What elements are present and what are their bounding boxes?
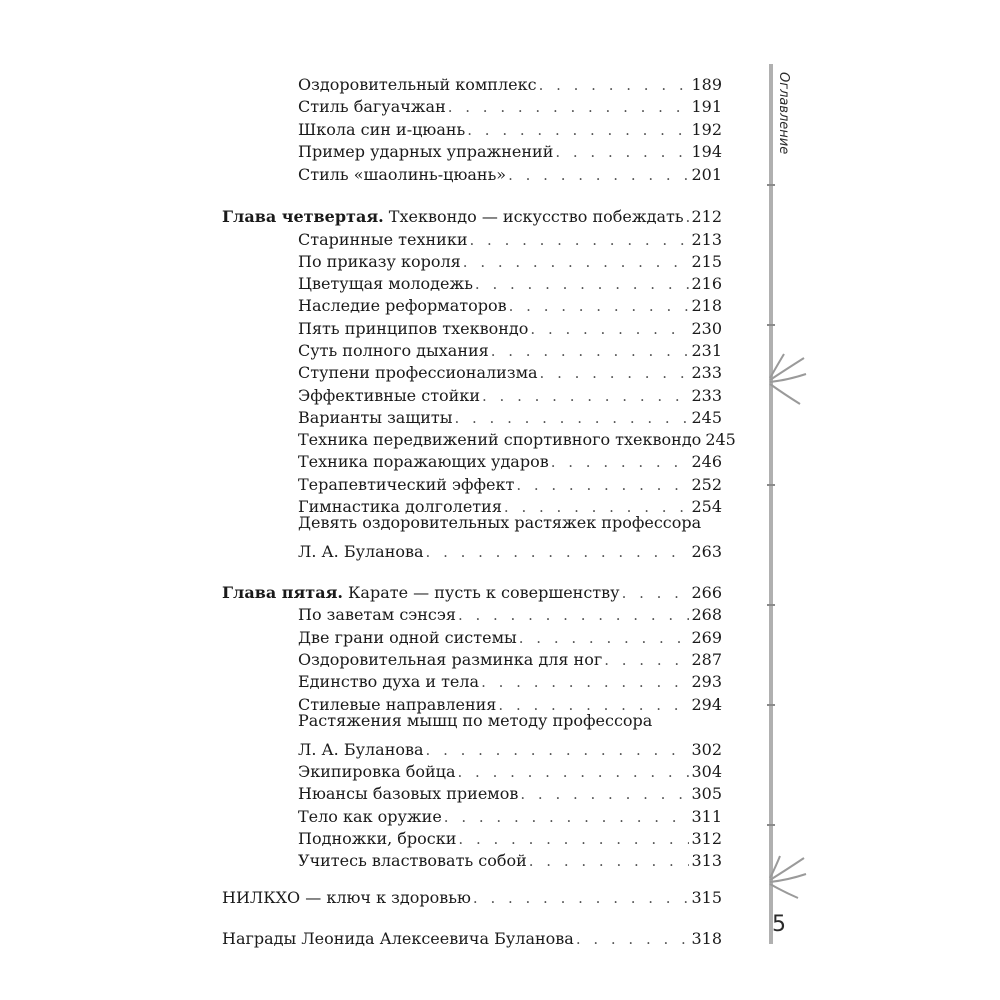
bamboo-rail bbox=[766, 64, 806, 944]
dot-leader bbox=[481, 673, 689, 691]
bamboo-node bbox=[767, 704, 775, 706]
bamboo-leaves-icon bbox=[760, 852, 810, 902]
entry-title: Стилевые направления bbox=[298, 695, 497, 714]
toc-entry bbox=[298, 470, 722, 494]
entry-title: Техника поражающих ударов bbox=[298, 452, 549, 471]
toc-entry bbox=[222, 924, 722, 948]
toc-entry bbox=[298, 824, 722, 848]
page-ref: 263 bbox=[691, 542, 722, 561]
dot-leader bbox=[551, 453, 690, 471]
page-ref: 212 bbox=[691, 207, 722, 226]
toc-entry bbox=[298, 645, 722, 669]
toc-entry bbox=[298, 779, 722, 803]
page-ref: 269 bbox=[691, 628, 722, 647]
entry-title: По заветам сэнсэя bbox=[298, 605, 456, 624]
entry-title: Л. А. Буланова bbox=[298, 740, 424, 759]
entry-title: По приказу короля bbox=[298, 252, 461, 271]
toc-entry bbox=[298, 381, 722, 405]
bamboo-node bbox=[767, 484, 775, 486]
page-ref: 304 bbox=[691, 762, 722, 781]
page-ref: 302 bbox=[691, 740, 722, 759]
page-ref: 311 bbox=[691, 807, 722, 826]
dot-leader bbox=[473, 889, 690, 907]
page-ref: 252 bbox=[691, 475, 722, 494]
page-ref: 266 bbox=[691, 583, 722, 602]
entry-title: Оздоровительная разминка для ног bbox=[298, 650, 603, 669]
entry-title: Учитесь властвовать собой bbox=[298, 851, 527, 870]
page-ref: 245 bbox=[691, 408, 722, 427]
dot-leader bbox=[529, 852, 690, 870]
bamboo-node bbox=[767, 604, 775, 606]
page-ref: 233 bbox=[691, 386, 722, 405]
toc-chapter-row bbox=[222, 578, 722, 602]
bamboo-node bbox=[767, 324, 775, 326]
dot-leader bbox=[555, 143, 689, 161]
page-ref: 231 bbox=[691, 341, 722, 360]
page-ref: 305 bbox=[691, 784, 722, 803]
entry-title bbox=[222, 208, 684, 226]
entry-title: Две грани одной системы bbox=[298, 628, 517, 647]
toc-entry bbox=[298, 115, 722, 139]
toc-entry bbox=[298, 137, 722, 161]
chapter-label: Глава четвертая. bbox=[222, 207, 384, 226]
entry-title: Гимнастика долголетия bbox=[298, 497, 502, 516]
page-ref: 312 bbox=[691, 829, 722, 848]
toc-entry bbox=[298, 802, 722, 826]
toc-entry bbox=[298, 358, 722, 382]
dot-leader bbox=[686, 208, 690, 226]
bamboo-stem bbox=[769, 64, 773, 944]
entry-title: НИЛКХО — ключ к здоровью bbox=[222, 888, 471, 907]
toc-entry bbox=[298, 667, 722, 691]
entry-title: Единство духа и тела bbox=[298, 672, 480, 691]
toc-entry bbox=[298, 537, 722, 561]
page-ref: 245 bbox=[705, 430, 736, 449]
page-ref: 315 bbox=[691, 888, 722, 907]
toc-chapter-row bbox=[222, 202, 722, 226]
entry-title: Стиль «шаолинь-цюань» bbox=[298, 165, 507, 184]
entry-title: Награды Леонида Алексеевича Буланова bbox=[222, 929, 574, 948]
page-ref: 246 bbox=[691, 452, 722, 471]
page-ref: 192 bbox=[691, 120, 722, 139]
entry-title: Экипировка бойца bbox=[298, 762, 456, 781]
entry-title: Суть полного дыхания bbox=[298, 341, 489, 360]
page-ref: 191 bbox=[691, 97, 722, 116]
toc-entry bbox=[298, 314, 722, 338]
bamboo-leaves-icon bbox=[760, 350, 810, 410]
toc-entry bbox=[298, 291, 722, 315]
entry-title: Оздоровительный комплекс bbox=[298, 75, 537, 94]
entry-title: Растяжения мышц по методу профессора bbox=[298, 711, 653, 730]
toc-entry bbox=[298, 712, 722, 730]
bamboo-node bbox=[767, 184, 775, 186]
entry-title: Эффективные стойки bbox=[298, 386, 481, 405]
toc-entry bbox=[298, 92, 722, 116]
page-ref: 194 bbox=[691, 142, 722, 161]
page-ref: 201 bbox=[691, 165, 722, 184]
entry-title: Цветущая молодежь bbox=[298, 274, 473, 293]
dot-leader bbox=[509, 297, 690, 315]
running-header: Оглавление bbox=[776, 72, 791, 155]
page-ref: 287 bbox=[691, 650, 722, 669]
chapter-label: Глава пятая. bbox=[222, 583, 343, 602]
entry-title: Подножки, броски bbox=[298, 829, 457, 848]
page-ref: 230 bbox=[691, 319, 722, 338]
toc-entry bbox=[298, 225, 722, 249]
page-ref: 294 bbox=[691, 695, 722, 714]
entry-title: Школа син и-цюань bbox=[298, 120, 466, 139]
toc-entry bbox=[298, 336, 722, 360]
entry-title: Пять принципов тхеквондо bbox=[298, 319, 529, 338]
page-ref: 213 bbox=[691, 230, 722, 249]
toc-entry bbox=[298, 757, 722, 781]
entry-title: Л. А. Буланова bbox=[298, 542, 424, 561]
entry-title: Нюансы базовых приемов bbox=[298, 784, 519, 803]
page-ref: 293 bbox=[691, 672, 722, 691]
page-ref: 233 bbox=[691, 363, 722, 382]
toc-entry bbox=[298, 403, 722, 427]
entry-title: Стиль багуачжан bbox=[298, 97, 446, 116]
dot-leader bbox=[508, 166, 689, 184]
page-number: 5 bbox=[772, 912, 786, 937]
page-ref: 215 bbox=[691, 252, 722, 271]
dot-leader bbox=[426, 543, 690, 561]
entry-title: Ступени профессионализма bbox=[298, 363, 538, 382]
toc-entry bbox=[298, 247, 722, 271]
dot-leader bbox=[520, 785, 689, 803]
entry-title: Старинные техники bbox=[298, 230, 468, 249]
toc-entry bbox=[298, 70, 722, 94]
toc-entry bbox=[298, 735, 722, 759]
page-ref: 254 bbox=[691, 497, 722, 516]
dot-leader bbox=[458, 606, 690, 624]
dot-leader bbox=[448, 98, 690, 116]
toc-entry bbox=[298, 514, 722, 532]
dot-leader bbox=[540, 364, 690, 382]
entry-title: Пример ударных упражнений bbox=[298, 142, 554, 161]
entry-title: Тело как оружие bbox=[298, 807, 442, 826]
page-ref: 268 bbox=[691, 605, 722, 624]
toc-entry bbox=[298, 160, 722, 184]
toc-entry bbox=[298, 447, 722, 471]
entry-title: Наследие реформаторов bbox=[298, 296, 507, 315]
chapter-title: Карате — пусть к совершенству bbox=[342, 583, 620, 602]
dot-leader bbox=[576, 930, 690, 948]
toc-entry bbox=[298, 623, 722, 647]
page-ref: 216 bbox=[691, 274, 722, 293]
toc-entry bbox=[222, 883, 722, 907]
entry-title: Девять оздоровительных растяжек профессора bbox=[298, 513, 702, 532]
toc-entry bbox=[298, 269, 722, 293]
toc-entry bbox=[298, 425, 736, 449]
page-ref: 218 bbox=[691, 296, 722, 315]
entry-title: Техника передвижений спортивного тхеквондо bbox=[298, 430, 702, 449]
toc-entry bbox=[298, 600, 722, 624]
page-ref: 318 bbox=[691, 929, 722, 948]
bamboo-node bbox=[767, 824, 775, 826]
entry-title: Варианты защиты bbox=[298, 408, 453, 427]
page-ref: 189 bbox=[691, 75, 722, 94]
entry-title: Терапевтический эффект bbox=[298, 475, 515, 494]
chapter-title: Тхеквондо — искусство побеждать bbox=[383, 207, 684, 226]
page-ref: 313 bbox=[691, 851, 722, 870]
toc-entry bbox=[298, 846, 722, 870]
